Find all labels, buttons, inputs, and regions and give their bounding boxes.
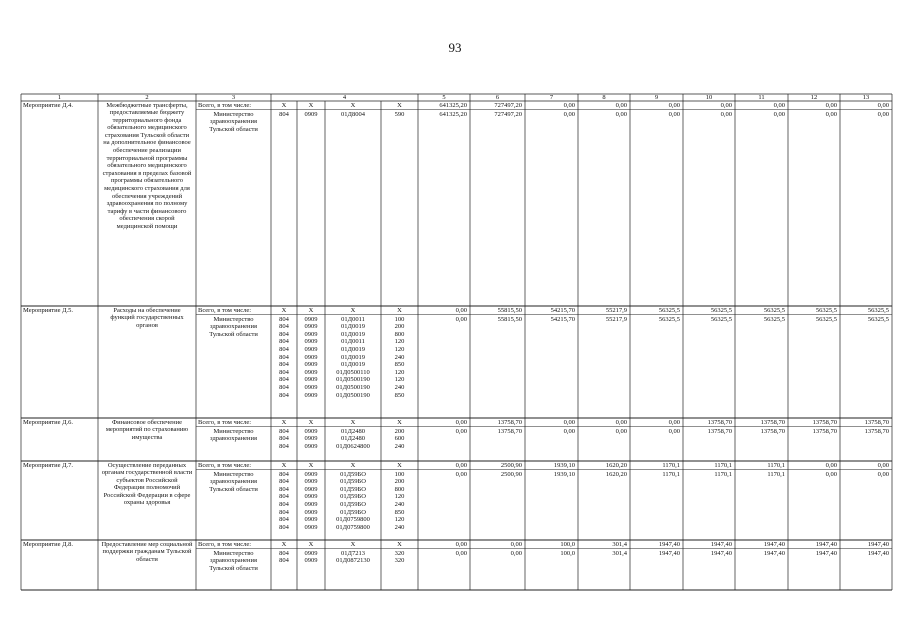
executor-value: 56325,5 bbox=[710, 315, 732, 323]
total-value: 1947,40 bbox=[710, 540, 732, 548]
code-total-x: X bbox=[350, 540, 356, 548]
budget-code: 804 bbox=[279, 376, 289, 384]
executor-value: 0,00 bbox=[668, 427, 680, 435]
executor-value: 0,00 bbox=[455, 470, 467, 478]
executor-value: 0,00 bbox=[877, 110, 889, 118]
budget-code: 120 bbox=[394, 338, 405, 346]
executor-value: 1947,40 bbox=[710, 549, 732, 557]
code-total-x: X bbox=[397, 306, 402, 314]
total-value: 0,00 bbox=[455, 540, 467, 548]
budget-code: 01Д59БО bbox=[340, 501, 366, 508]
header-col-11: 11 bbox=[758, 93, 765, 101]
executor-value: 0,00 bbox=[720, 110, 732, 118]
total-value: 0,00 bbox=[668, 101, 680, 109]
budget-code: 804 bbox=[279, 478, 289, 486]
budget-code: 320 bbox=[394, 557, 405, 565]
executor-value: 56325,5 bbox=[815, 315, 837, 323]
total-value: 641325,20 bbox=[439, 101, 467, 109]
total-value: 2500,90 bbox=[500, 461, 522, 469]
budget-code: 804 bbox=[279, 516, 289, 524]
budget-code: 01Д2480 bbox=[341, 427, 365, 435]
executor-value: 0,00 bbox=[455, 315, 467, 323]
budget-code: 0909 bbox=[304, 338, 318, 346]
budget-code: 120 bbox=[394, 493, 405, 501]
budget-code: 0909 bbox=[304, 485, 318, 493]
budget-code: 804 bbox=[279, 493, 289, 501]
executor-label: Министерство здравоохранения Тульской области bbox=[209, 549, 258, 572]
total-value: 0,00 bbox=[563, 418, 575, 426]
total-value: 1620,20 bbox=[605, 461, 627, 469]
budget-code: 01Д0500190 bbox=[336, 384, 370, 391]
budget-code: 01Д0019 bbox=[341, 353, 365, 361]
executor-value: 641325,20 bbox=[439, 110, 467, 118]
code-total-x: X bbox=[397, 540, 402, 548]
executor-value: 0,00 bbox=[825, 470, 837, 478]
budget-code: 800 bbox=[394, 485, 405, 493]
total-value: 727497,20 bbox=[494, 101, 522, 109]
total-value: 13758,70 bbox=[864, 418, 889, 426]
budget-code: 0909 bbox=[304, 330, 318, 338]
budget-code: 01Д59БО bbox=[340, 470, 366, 478]
total-value: 0,00 bbox=[877, 461, 889, 469]
event-description: Межбюджетные трансферты, предоставляемые бюджету территориального фонда обязательного медицинского страхования Тульской области на дополнительное финансовое обеспечение реализации территориальной программы обязательного медицинского страхования в пределах базовой программы обязательного медицинского страхования для обеспечения учреждений здравоохранения по полному тарифу в части финансового обеспечения скорой медицинской помощи bbox=[102, 101, 192, 230]
budget-code: 804 bbox=[279, 501, 289, 508]
budget-code: 0909 bbox=[304, 557, 318, 565]
total-value: 56325,5 bbox=[763, 306, 785, 314]
event-description: Расходы на обеспечение функций государственных органов bbox=[110, 306, 184, 329]
header-col-13: 13 bbox=[862, 93, 870, 101]
budget-code: 804 bbox=[279, 368, 289, 376]
total-value: 1170,1 bbox=[662, 461, 680, 469]
total-label: Всего, в том числе: bbox=[198, 418, 252, 426]
budget-code: 120 bbox=[394, 376, 405, 384]
budget-code: 804 bbox=[279, 470, 289, 478]
code-total-x: X bbox=[281, 418, 287, 426]
header-col-10: 10 bbox=[705, 93, 713, 101]
executor-value: 1170,1 bbox=[714, 470, 732, 478]
executor-value: 1947,40 bbox=[867, 549, 889, 557]
budget-code: 804 bbox=[279, 427, 289, 435]
budget-code: 804 bbox=[279, 330, 289, 338]
code-total-x: X bbox=[350, 306, 356, 314]
event-label: Мероприятие Д.4. bbox=[23, 101, 74, 109]
code-total-x: X bbox=[281, 306, 287, 314]
total-label: Всего, в том числе: bbox=[198, 540, 252, 548]
budget-code: 0909 bbox=[304, 353, 318, 361]
executor-value: 0,00 bbox=[615, 110, 627, 118]
header-col-2: 2 bbox=[145, 93, 149, 101]
budget-code: 0909 bbox=[304, 478, 318, 486]
budget-code: 0909 bbox=[304, 384, 318, 391]
total-value: 0,00 bbox=[563, 101, 575, 109]
budget-code: 200 bbox=[394, 427, 405, 435]
budget-code: 0909 bbox=[304, 323, 318, 331]
executor-value: 2500,90 bbox=[500, 470, 522, 478]
budget-code: 804 bbox=[279, 338, 289, 346]
total-value: 54215,70 bbox=[550, 306, 575, 314]
budget-code: 0909 bbox=[304, 368, 318, 376]
budget-code: 120 bbox=[394, 368, 405, 376]
total-value: 55815,50 bbox=[497, 306, 522, 314]
event-description: Предоставление мер социальной поддержки гражданам Тульской области bbox=[101, 540, 193, 563]
budget-code: 01Д0759800 bbox=[336, 516, 370, 524]
budget-code: 600 bbox=[394, 435, 405, 443]
budget-code: 320 bbox=[394, 549, 405, 557]
total-value: 56325,5 bbox=[710, 306, 732, 314]
event-label: Мероприятие Д.8. bbox=[23, 540, 74, 548]
total-value: 0,00 bbox=[455, 418, 467, 426]
budget-code: 01Д0011 bbox=[341, 338, 365, 346]
budget-code: 804 bbox=[279, 549, 289, 557]
code-total-x: X bbox=[350, 101, 356, 109]
total-value: 0,00 bbox=[615, 418, 627, 426]
total-label: Всего, в том числе: bbox=[198, 461, 252, 469]
budget-code: 804 bbox=[279, 391, 289, 399]
code-total-x: X bbox=[350, 418, 356, 426]
executor-value: 1170,1 bbox=[662, 470, 680, 478]
event-label: Мероприятие Д.6. bbox=[23, 418, 74, 426]
budget-code: 01Д0500190 bbox=[336, 376, 370, 384]
header-col-4: 4 bbox=[342, 93, 347, 101]
total-value: 56325,5 bbox=[815, 306, 837, 314]
total-value: 0,00 bbox=[455, 306, 467, 314]
budget-code: 120 bbox=[394, 346, 405, 353]
budget-code: 0909 bbox=[304, 523, 318, 531]
budget-code: 0909 bbox=[304, 376, 318, 384]
budget-code: 100 bbox=[394, 470, 405, 478]
budget-code: 850 bbox=[394, 391, 405, 399]
executor-value: 55217,9 bbox=[605, 315, 627, 323]
budget-code: 804 bbox=[279, 346, 289, 353]
budget-code: 01Д2480 bbox=[341, 435, 365, 443]
total-value: 0,00 bbox=[825, 101, 837, 109]
budget-code: 850 bbox=[394, 508, 405, 516]
total-value: 0,00 bbox=[455, 461, 467, 469]
budget-code: 0909 bbox=[304, 470, 318, 478]
budget-code: 01Д59БО bbox=[340, 478, 366, 486]
budget-code: 0909 bbox=[304, 110, 318, 118]
total-value: 13758,70 bbox=[497, 418, 522, 426]
header-col-9: 9 bbox=[654, 93, 659, 101]
budget-code: 804 bbox=[279, 557, 289, 565]
header-col-6: 6 bbox=[495, 93, 500, 101]
budget-code: 01Д0500190 bbox=[336, 391, 370, 399]
executor-value: 301,4 bbox=[612, 549, 627, 557]
header-col-7: 7 bbox=[549, 93, 554, 101]
budget-code: 01Д0624800 bbox=[336, 442, 370, 450]
total-value: 1939,10 bbox=[553, 461, 575, 469]
event-label: Мероприятие Д.5. bbox=[23, 306, 74, 314]
executor-label: Министерство здравоохранения Тульской области bbox=[209, 110, 258, 133]
budget-code: 800 bbox=[394, 330, 405, 338]
total-value: 0,00 bbox=[825, 461, 837, 469]
executor-value: 56325,5 bbox=[867, 315, 889, 323]
total-value: 0,00 bbox=[668, 418, 680, 426]
budget-code: 100 bbox=[394, 315, 405, 323]
budget-code: 590 bbox=[394, 110, 405, 118]
budget-code: 240 bbox=[394, 523, 405, 531]
header-col-5: 5 bbox=[442, 93, 446, 101]
budget-code: 120 bbox=[394, 516, 405, 524]
executor-value: 0,00 bbox=[615, 427, 627, 435]
executor-value: 0,00 bbox=[455, 427, 467, 435]
header-col-12: 12 bbox=[810, 93, 818, 101]
executor-value: 0,00 bbox=[510, 549, 522, 557]
code-total-x: X bbox=[397, 461, 402, 469]
budget-code: 804 bbox=[279, 508, 289, 516]
budget-code: 804 bbox=[279, 361, 289, 369]
code-total-x: X bbox=[308, 540, 314, 548]
budget-code: 01Д0011 bbox=[341, 315, 365, 323]
executor-value: 1947,40 bbox=[763, 549, 785, 557]
executor-value: 100,0 bbox=[560, 549, 575, 557]
executor-value: 54215,70 bbox=[550, 315, 575, 323]
budget-code: 01Д59БО bbox=[340, 508, 366, 516]
executor-value: 1620,20 bbox=[605, 470, 627, 478]
budget-code: 0909 bbox=[304, 508, 318, 516]
total-label: Всего, в том числе: bbox=[198, 306, 252, 314]
budget-code: 01Д59БО bbox=[340, 485, 366, 493]
budget-code: 0909 bbox=[304, 493, 318, 501]
budget-code: 0909 bbox=[304, 516, 318, 524]
budget-code: 01Д0019 bbox=[341, 346, 365, 353]
code-total-x: X bbox=[350, 461, 356, 469]
budget-code: 804 bbox=[279, 523, 289, 531]
total-value: 100,0 bbox=[560, 540, 575, 548]
total-value: 13758,70 bbox=[812, 418, 837, 426]
budget-code: 804 bbox=[279, 435, 289, 443]
executor-value: 56325,5 bbox=[658, 315, 680, 323]
total-value: 301,4 bbox=[612, 540, 627, 548]
header-col-8: 8 bbox=[602, 93, 606, 101]
budget-code: 01Д0872130 bbox=[336, 557, 370, 565]
total-value: 56325,5 bbox=[867, 306, 889, 314]
executor-value: 0,00 bbox=[668, 110, 680, 118]
total-value: 1170,1 bbox=[714, 461, 732, 469]
budget-code: 240 bbox=[394, 442, 405, 450]
budget-code: 0909 bbox=[304, 427, 318, 435]
budget-code: 01Д0500110 bbox=[336, 368, 370, 376]
code-total-x: X bbox=[397, 418, 402, 426]
page-number: 93 bbox=[448, 40, 462, 55]
code-total-x: X bbox=[308, 101, 314, 109]
total-value: 13758,70 bbox=[760, 418, 785, 426]
budget-code: 01Д0019 bbox=[341, 323, 365, 331]
executor-value: 13758,70 bbox=[707, 427, 732, 435]
executor-label: Министерство здравоохранения Тульской области bbox=[209, 315, 258, 338]
budget-code: 01Д0019 bbox=[341, 330, 365, 338]
total-value: 1947,40 bbox=[658, 540, 680, 548]
budget-code: 804 bbox=[279, 353, 289, 361]
executor-value: 56325,5 bbox=[763, 315, 785, 323]
event-description: Осуществление переданных органам государственной власти субъектов Российской Федерации полномочий Российской Федерации в сфере охраны здоровья bbox=[101, 461, 193, 507]
code-total-x: X bbox=[308, 306, 314, 314]
budget-code: 200 bbox=[394, 478, 405, 486]
budget-code: 0909 bbox=[304, 435, 318, 443]
total-value: 0,00 bbox=[615, 101, 627, 109]
budget-code: 0909 bbox=[304, 361, 318, 369]
executor-label: Министерство здравоохранения Тульской области bbox=[209, 470, 258, 493]
executor-value: 1947,40 bbox=[658, 549, 680, 557]
executor-value: 0,00 bbox=[563, 427, 575, 435]
executor-value: 1939,10 bbox=[553, 470, 575, 478]
budget-code: 804 bbox=[279, 110, 289, 118]
budget-code: 0909 bbox=[304, 501, 318, 508]
header-col-1: 1 bbox=[57, 93, 62, 101]
budget-code: 804 bbox=[279, 323, 289, 331]
executor-value: 727497,20 bbox=[494, 110, 522, 118]
budget-code: 240 bbox=[394, 384, 405, 391]
total-value: 1170,1 bbox=[767, 461, 785, 469]
header-col-3: 3 bbox=[231, 93, 236, 101]
budget-code: 0909 bbox=[304, 315, 318, 323]
executor-label: Министерство здравоохранения bbox=[210, 427, 257, 443]
budget-code: 01Д0019 bbox=[341, 361, 365, 369]
total-value: 1947,40 bbox=[815, 540, 837, 548]
total-value: 1947,40 bbox=[763, 540, 785, 548]
total-value: 0,00 bbox=[877, 101, 889, 109]
total-value: 56325,5 bbox=[658, 306, 680, 314]
executor-value: 13758,70 bbox=[497, 427, 522, 435]
executor-value: 13758,70 bbox=[864, 427, 889, 435]
budget-code: 240 bbox=[394, 501, 405, 508]
budget-code: 804 bbox=[279, 442, 289, 450]
budget-code: 01Д59БО bbox=[340, 493, 366, 501]
executor-value: 0,00 bbox=[773, 110, 785, 118]
budget-code: 240 bbox=[394, 353, 405, 361]
budget-code: 0909 bbox=[304, 549, 318, 557]
executor-value: 55815,50 bbox=[497, 315, 522, 323]
executor-value: 0,00 bbox=[563, 110, 575, 118]
executor-value: 13758,70 bbox=[760, 427, 785, 435]
code-total-x: X bbox=[308, 461, 314, 469]
total-value: 1947,40 bbox=[867, 540, 889, 548]
total-label: Всего, в том числе: bbox=[198, 101, 252, 109]
total-value: 0,00 bbox=[773, 101, 785, 109]
executor-value: 1170,1 bbox=[767, 470, 785, 478]
total-value: 0,00 bbox=[720, 101, 732, 109]
code-total-x: X bbox=[308, 418, 314, 426]
code-total-x: X bbox=[397, 101, 402, 109]
code-total-x: X bbox=[281, 540, 287, 548]
budget-code: 01Д8004 bbox=[341, 110, 365, 118]
budget-code: 804 bbox=[279, 315, 289, 323]
total-value: 13758,70 bbox=[707, 418, 732, 426]
executor-value: 13758,70 bbox=[812, 427, 837, 435]
budget-code: 0909 bbox=[304, 346, 318, 353]
budget-code: 01Д0759800 bbox=[336, 523, 370, 531]
event-description: Финансовое обеспечение мероприятий по страхованию имущества bbox=[105, 418, 189, 441]
executor-value: 1947,40 bbox=[815, 549, 837, 557]
budget-code: 0909 bbox=[304, 391, 318, 399]
budget-code: 804 bbox=[279, 485, 289, 493]
code-total-x: X bbox=[281, 461, 287, 469]
total-value: 55217,9 bbox=[605, 306, 627, 314]
budget-code: 804 bbox=[279, 384, 289, 391]
budget-code: 0909 bbox=[304, 442, 318, 450]
budget-code: 200 bbox=[394, 323, 405, 331]
budget-code: 850 bbox=[394, 361, 405, 369]
executor-value: 0,00 bbox=[877, 470, 889, 478]
budget-code: 01Д7213 bbox=[341, 549, 365, 557]
total-value: 0,00 bbox=[510, 540, 522, 548]
executor-value: 0,00 bbox=[825, 110, 837, 118]
executor-value: 0,00 bbox=[455, 549, 467, 557]
code-total-x: X bbox=[281, 101, 287, 109]
event-label: Мероприятие Д.7. bbox=[23, 461, 74, 469]
